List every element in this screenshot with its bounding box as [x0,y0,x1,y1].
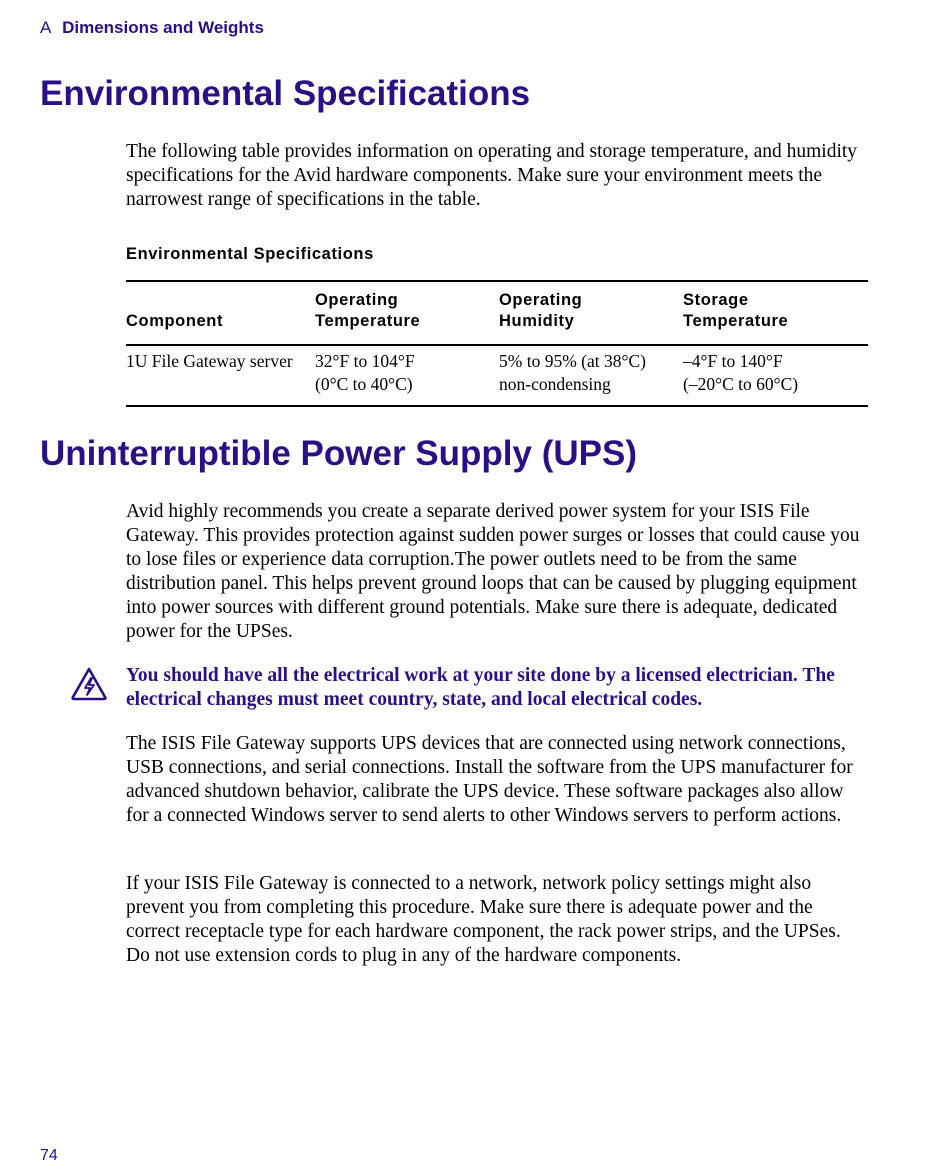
cell-line: (0°C to 40°C) [315,374,413,394]
environmental-intro-paragraph: The following table provides information on operating and storage temperature, and humidity specifications for the Avid hardware components. Make sure your environment meets the narrowest range of specifications in the table. [126,141,858,210]
section-heading-ups: Uninterruptible Power Supply (UPS) [40,434,637,473]
table-caption: Environmental Specifications [126,245,374,263]
electrical-hazard-icon [70,666,108,702]
chapter-title: Dimensions and Weights [62,18,264,37]
cell-component [126,345,315,406]
ups-paragraph: Avid highly recommends you create a separate derived power system for your ISIS File Gateway. This provides protection against sudden power surges or losses that could cause you to lose files or experience data corruption.The power outlets need to be from the same distribution panel. This helps prevent ground loops that can be caused by plugging equipment into power sources with different ground potentials. Make sure there is adequate, dedicated power for the UPSes. [126,501,860,642]
cell-line: non-condensing [499,374,611,394]
header-line: Humidity [499,312,575,330]
cell-operating-temperature [315,345,499,406]
column-header-storage-temperature [683,281,868,345]
cell-line: –4°F to 140°F [683,351,783,371]
cell-line: (–20°C to 60°C) [683,374,799,394]
page-number: 74 [40,1147,58,1164]
appendix-letter: A [40,18,52,37]
column-header-operating-temperature [315,281,499,345]
environmental-specs-table [126,280,868,407]
section-heading-environmental: Environmental Specifications [40,74,531,113]
cell-line: 32°F to 104°F [315,351,415,371]
ups-paragraph: If your ISIS File Gateway is connected to a network, network policy settings might also prevent you from completing this procedure. Make sure there is adequate power and the correct receptacle type for each hardware component, the rack power strips, and the UPSes. Do not use extension cords to plug in any of the hardware components. [126,873,841,966]
column-header-component [126,281,315,345]
header-line: Component [126,312,224,330]
header-line: Operating [499,291,583,309]
table-row [126,345,868,406]
warning-text: You should have all the electrical work at your site done by a licensed electrician. The electrical changes must meet country, state, and local electrical codes. [126,665,835,710]
column-header-operating-humidity [499,281,683,345]
cell-line: 5% to 95% (at 38°C) [499,351,646,371]
cell-line: 1U File Gateway server [126,351,293,371]
cell-storage-temperature [683,345,868,406]
table-header-row [126,281,868,345]
header-line: Storage [683,291,749,309]
cell-operating-humidity [499,345,683,406]
header-line: Temperature [315,312,421,330]
ups-paragraph: The ISIS File Gateway supports UPS devices that are connected using network connections, USB connections, and serial connections. Install the software from the UPS manufacturer for advanced shutdown behavior, calibrate the UPS device. These software packages also allow for a connected Windows server to send alerts to other Windows servers to perform actions. [126,733,853,826]
running-header [40,18,264,38]
header-line: Operating [315,291,399,309]
header-line: Temperature [683,312,789,330]
